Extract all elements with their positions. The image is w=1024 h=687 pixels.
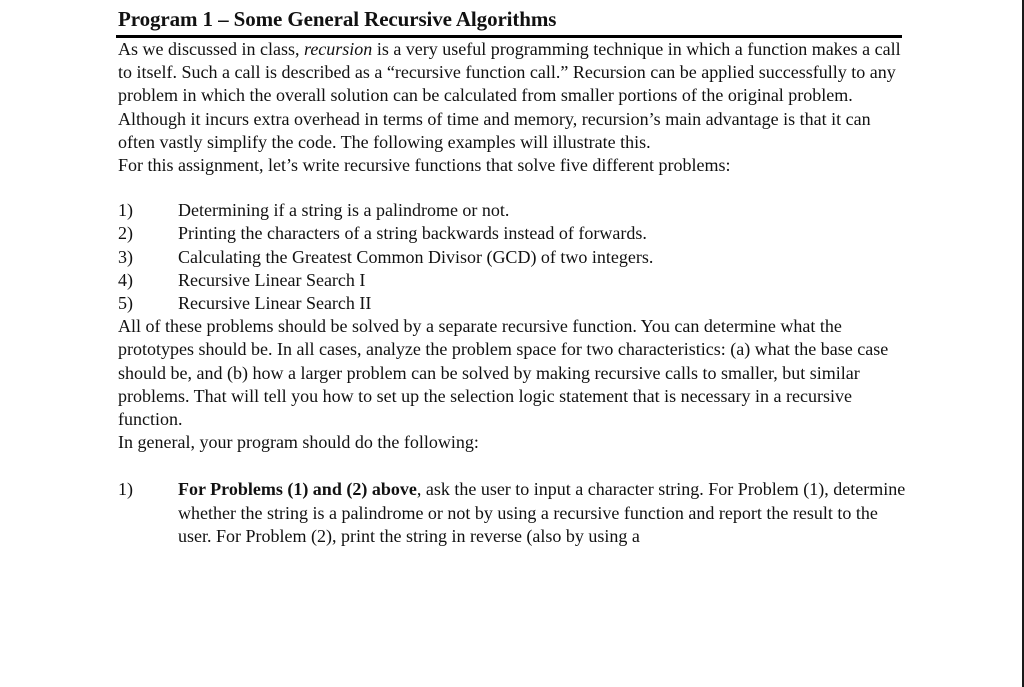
list-item <box>118 292 908 315</box>
list-text: Recursive Linear Search I <box>178 269 366 290</box>
list-number: 3) <box>118 246 133 267</box>
intro-text-rest: is a very useful programming technique in which a function makes a call to itself. Such a call is described as a “recursive function call.” Recursion can be applied successfully to any problem in which the overall solution can be calculated from smaller portions of the original problem. Although it incurs extra overhead in terms of time and memory, recursion’s main advantage is that it can often vastly simplify the code. The following examples will illustrate this. <box>118 39 901 152</box>
list-number: 2) <box>118 223 133 244</box>
list-number: 4) <box>118 269 133 290</box>
intro-emphasis: recursion <box>303 39 373 59</box>
document <box>118 0 908 548</box>
list-item <box>118 246 908 269</box>
list-item <box>118 199 908 222</box>
analysis-paragraph: All of these problems should be solved by a separate recursive function. You can determine what the prototypes should be. In all cases, analyze the problem space for two characteristics: (a) what the base case should be, and (b) how a larger problem can be solved by making recursive calls to smaller, but similar problems. That will tell you how to set up the selection logic statement that is necessary in a recursive function. <box>118 316 889 430</box>
step-text <box>178 479 905 545</box>
problem-list <box>118 199 908 315</box>
list-item <box>118 269 908 292</box>
list-number: 1) <box>118 200 133 221</box>
list-text: Calculating the Greatest Common Divisor (GCD) of two integers. <box>178 246 654 267</box>
list-number: 5) <box>118 293 133 314</box>
list-text: Determining if a string is a palindrome or not. <box>178 200 510 221</box>
list-text: Printing the characters of a string backwards instead of forwards. <box>178 223 647 244</box>
step-body: , ask the user to input a character string. For Problem (1), determine whether the string is a palindrome or not by using a recursive function and report the result to the user. For Problem (2), print the string in reverse (also by using a <box>178 479 906 546</box>
step-bold-lead: For Problems (1) and (2) above <box>178 479 417 500</box>
general-intro: In general, your program should do the following: <box>118 432 479 453</box>
assignment-intro: For this assignment, let’s write recursive functions that solve five different problems: <box>118 155 731 176</box>
list-number: 1) <box>118 479 133 500</box>
list-item <box>118 478 908 548</box>
steps-list <box>118 478 908 548</box>
list-text: Recursive Linear Search II <box>178 293 372 314</box>
intro-text-start: As we discussed in class, <box>118 39 304 59</box>
list-item <box>118 222 908 245</box>
document-title: Program 1 – Some General Recursive Algorithms <box>118 7 557 31</box>
intro-paragraph <box>118 38 908 154</box>
